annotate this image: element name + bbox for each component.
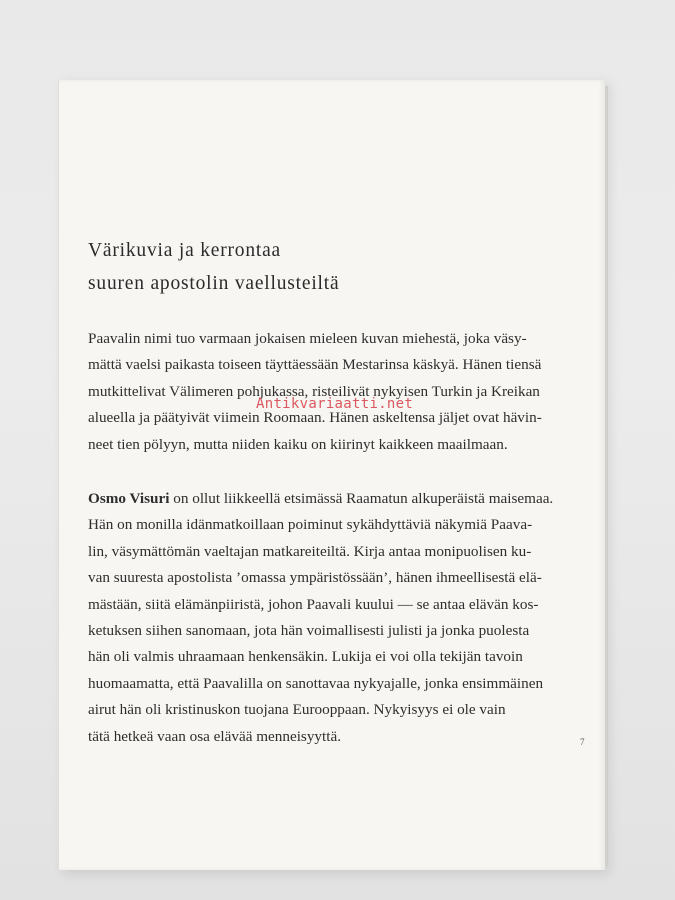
- page-number: 7: [580, 737, 585, 747]
- text-line: hän oli valmis uhraamaan henkensäkin. Lukija ei voi olla tekijän tavoin: [88, 648, 523, 666]
- blurb-paragraph-1: [88, 326, 588, 458]
- first-line-rest: on ollut liikkeellä etsimässä Raamatun alkuperäistä maisemaa.: [169, 490, 554, 507]
- text-line: alueella ja päätyivät viimein Roomaan. Hänen askeltensa jäljet ovat hävin-: [88, 409, 542, 427]
- text-line: mättä vaelsi paikasta toiseen täyttäessään Mestarinsa käskyä. Hänen tiensä: [88, 356, 542, 374]
- text-line: van suuresta apostolista ’omassa ympäristössään’, hänen ihmeellisestä elä-: [88, 569, 542, 587]
- text-line: Hän on monilla idänmatkoillaan poiminut sykähdyttäviä näkymiä Paava-: [88, 516, 533, 534]
- text-line: mutkittelivat Välimeren pohjukassa, risteilivät nykyisen Turkin ja Kreikan: [88, 382, 540, 400]
- watermark-text: Antikvariaatti.net: [256, 396, 414, 412]
- text-line: huomaamatta, että Paavalilla on sanottavaa nykyajalle, jonka ensimmäinen: [88, 674, 544, 692]
- author-name: Osmo Visuri: [88, 490, 170, 507]
- book-back-cover: [58, 80, 605, 870]
- title-line-2: suuren apostolin vaellusteiltä: [88, 273, 340, 294]
- text-line: [88, 486, 588, 512]
- book-blurb-title: [88, 234, 568, 300]
- text-line: neet tien pölyyn, mutta niiden kaiku on kiirinyt kaikkeen maailmaan.: [88, 435, 508, 453]
- text-line: airut hän oli kristinuskon tuojana Eurooppaan. Nykyisyys ei ole vain: [88, 701, 506, 719]
- text-line: mästään, siitä elämänpiiristä, johon Paavali kuului — se antaa elävän kos-: [88, 595, 539, 613]
- blurb-paragraph-2: [88, 486, 588, 750]
- title-line-1: Värikuvia ja kerrontaa: [88, 240, 282, 261]
- text-line: lin, väsymättömän vaeltajan matkareiteiltä. Kirja antaa monipuolisen ku-: [88, 542, 532, 560]
- text-line: tätä hetkeä vaan osa elävää menneisyyttä.: [88, 727, 342, 745]
- text-line: Paavalin nimi tuo varmaan jokaisen mieleen kuvan miehestä, joka väsy-: [88, 330, 527, 347]
- text-line: ketuksen siihen sanomaan, jota hän voimallisesti julisti ja jonka puolesta: [88, 622, 530, 640]
